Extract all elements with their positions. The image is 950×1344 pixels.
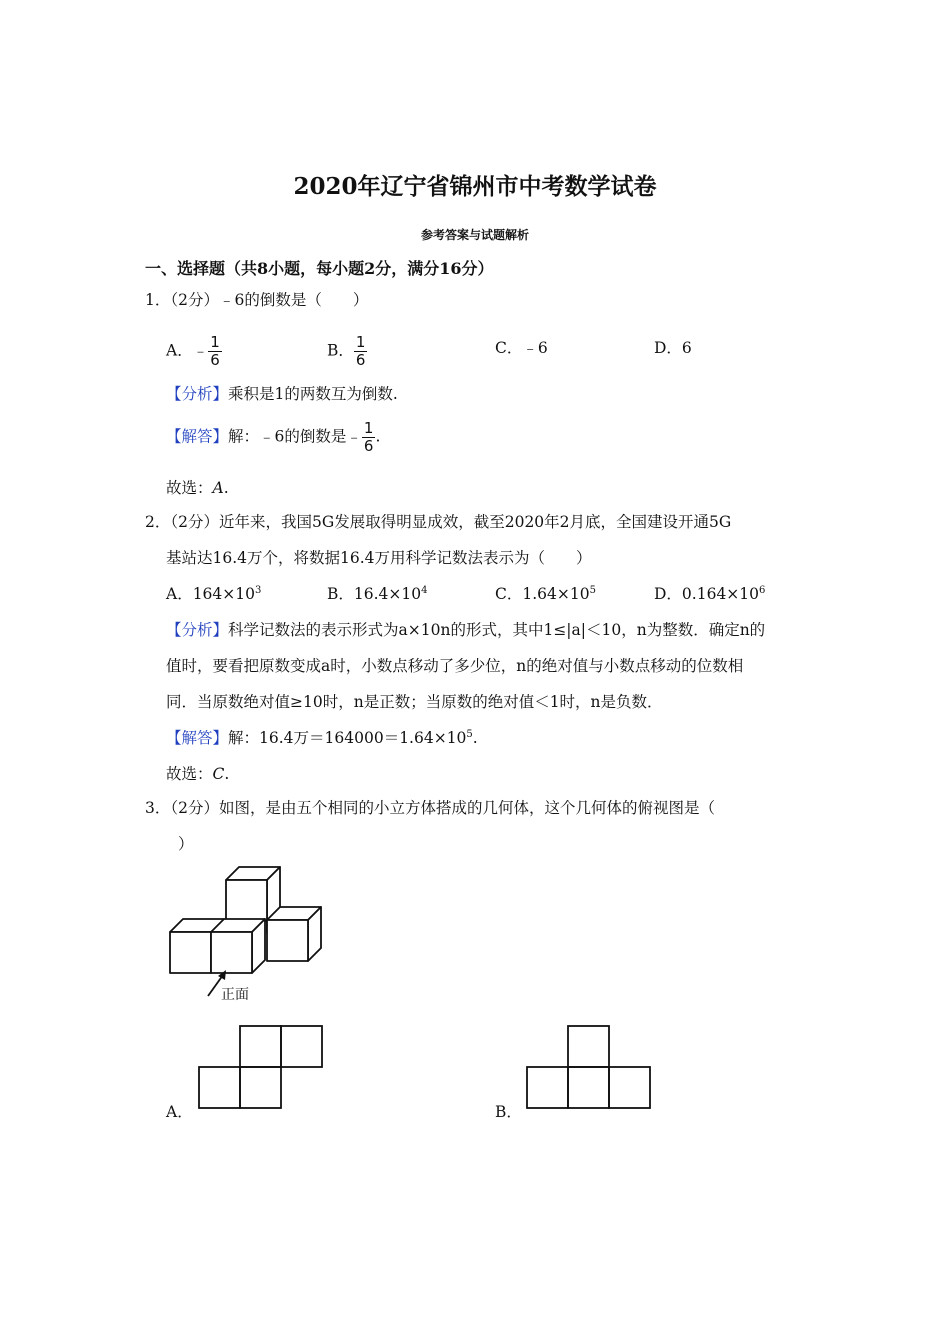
q1-answer-period: . (375, 427, 381, 446)
q2-option-b-exponent: 4 (421, 585, 428, 596)
q2-option-c-text: C．1.64×10 (495, 585, 590, 603)
choice-prefix: 故选： (166, 765, 213, 783)
q2-answer-text: 解：16.4万＝164000＝1.64×10 (228, 729, 467, 747)
fraction-denominator: 6 (355, 351, 366, 369)
q2-option-b (327, 582, 428, 604)
q1-option-d: D．6 (654, 339, 692, 357)
page-title: 2020年辽宁省锦州市中考数学试卷 (293, 173, 657, 200)
front-label: 正面 (221, 987, 249, 1003)
q1-stem: 1．（2分）﹣6的倒数是（ ） (145, 291, 369, 309)
q1-option-a-fraction (208, 334, 222, 369)
q2-analysis-line2: 值时，要看把原数变成a时，小数点移动了多少位，n的绝对值与小数点移动的位数相 (166, 657, 744, 675)
q2-answer-exponent: 5 (466, 729, 473, 740)
q2-option-b-text: B．16.4×10 (327, 585, 422, 603)
q2-analysis-line1 (166, 618, 765, 640)
q2-option-d-exponent: 6 (759, 585, 766, 596)
fraction-denominator: 6 (210, 351, 220, 369)
q3-option-a-label: A． (166, 1103, 193, 1121)
answer-tag: 【解答】 (166, 427, 229, 446)
cube-figure (160, 862, 340, 1002)
q3-option-b-figure (526, 1025, 651, 1110)
choice-period: . (223, 479, 229, 497)
q2-choice (166, 762, 229, 784)
b-square-bottom-middle (568, 1067, 609, 1108)
q2-option-d (654, 582, 765, 604)
answer-tag: 【解答】 (166, 729, 229, 747)
q2-option-c (495, 582, 596, 604)
q2-option-c-exponent: 5 (589, 585, 596, 596)
choice-prefix: 故选： (166, 479, 213, 497)
right-cube-front-face (267, 920, 308, 961)
q2-answer-period: . (472, 729, 478, 747)
fraction-numerator: 1 (355, 333, 366, 351)
front-left-cube-face (170, 932, 211, 973)
q1-choice-letter: A (212, 479, 224, 497)
fraction-numerator: 1 (363, 419, 374, 437)
q2-answer (166, 726, 478, 748)
q3-option-b-label: B． (495, 1103, 522, 1121)
q2-option-a-exponent: 3 (255, 585, 262, 596)
b-square-top (568, 1026, 609, 1067)
q2-analysis-text-1: 科学记数法的表示形式为a×10n的形式，其中1≤|a|＜10，n为整数．确定n的 (228, 621, 766, 639)
q1-option-b-fraction (354, 334, 368, 369)
q1-option-a-sign: ﹣ (192, 341, 209, 360)
b-square-bottom-right (609, 1067, 650, 1108)
q1-option-c: C．﹣6 (495, 339, 548, 357)
q1-analysis-text: 乘积是1的两数互为倒数. (228, 385, 398, 403)
q3-option-a-figure (198, 1025, 323, 1110)
q1-answer (166, 420, 380, 455)
q2-option-a-text: A．164×10 (166, 585, 255, 603)
analysis-tag: 【分析】 (166, 385, 229, 403)
fraction-numerator: 1 (210, 333, 220, 351)
q2-option-d-text: D．0.164×10 (654, 585, 760, 603)
q1-answer-fraction (362, 420, 376, 455)
q1-choice (166, 476, 229, 498)
q3-stem-line2: ） (178, 835, 194, 853)
q1-option-a (166, 334, 222, 369)
front-middle-cube-face (211, 932, 252, 973)
q1-analysis (166, 382, 398, 404)
b-square-bottom-left (527, 1067, 568, 1108)
q2-stem-line1: 2．（2分）近年来，我国5G发展取得明显成效，截至2020年2月底，全国建设开通5G (145, 513, 732, 531)
q2-option-a (166, 582, 261, 604)
fraction-denominator: 6 (363, 437, 374, 455)
q2-stem-line2: 基站达16.4万个，将数据16.4万用科学记数法表示为（ ） (166, 549, 592, 567)
top-cube-front-face (226, 880, 267, 921)
choice-period: . (224, 765, 230, 783)
q1-answer-text: 解：﹣6的倒数是﹣ (228, 427, 362, 446)
page-subtitle: 参考答案与试题解析 (420, 228, 529, 242)
q1-option-b (327, 334, 367, 369)
q1-option-b-label: B． (327, 341, 354, 360)
q2-analysis-line3: 同．当原数绝对值≥10时，n是正数；当原数的绝对值＜1时，n是负数． (166, 693, 663, 711)
q2-choice-letter: C (212, 765, 225, 783)
q1-option-a-label: A． (166, 341, 193, 360)
a-square-top-right (281, 1026, 322, 1067)
a-square-top-left (240, 1026, 281, 1067)
section-heading: 一、选择题（共8小题，每小题2分，满分16分） (145, 259, 494, 278)
q3-stem-line1: 3．（2分）如图，是由五个相同的小立方体搭成的几何体，这个几何体的俯视图是（ (145, 799, 715, 817)
a-square-bottom-left (199, 1067, 240, 1108)
a-square-bottom-middle (240, 1067, 281, 1108)
analysis-tag: 【分析】 (166, 621, 229, 639)
